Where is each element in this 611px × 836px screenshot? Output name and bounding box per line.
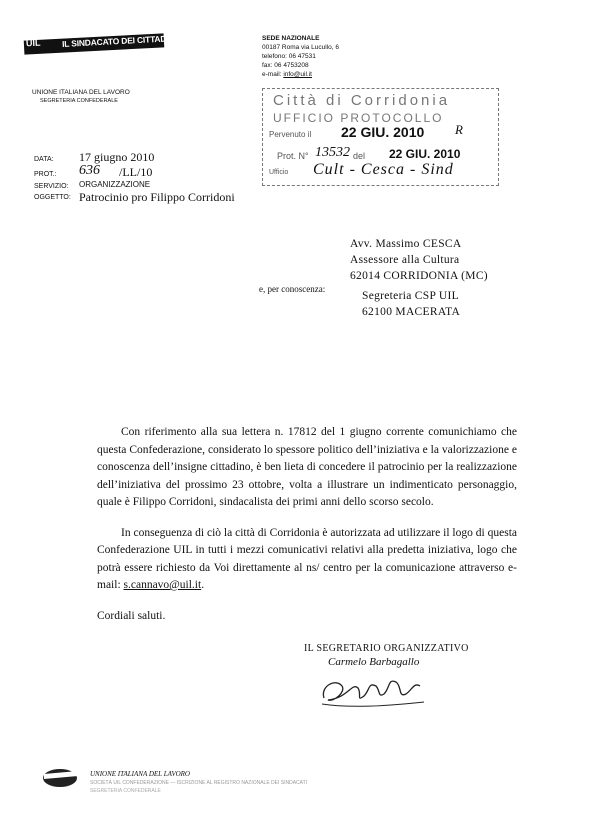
closing-greeting: Cordiali saluti. <box>97 609 166 622</box>
footer-org: UNIONE ITALIANA DEL LAVORO <box>90 770 190 778</box>
letter-body <box>97 424 517 638</box>
cc-city: 62100 MACERATA <box>362 306 461 318</box>
logo-tagline: IL SINDACATO DEI CITTADINI <box>61 33 177 49</box>
cc-block <box>362 288 460 320</box>
uil-logo <box>16 28 177 62</box>
protocol-stamp <box>262 88 499 186</box>
subject-value: Patrocinio pro Filippo Corridoni <box>79 190 235 204</box>
recipient-block <box>350 236 488 284</box>
hq-address: 00187 Roma via Lucullo, 6 <box>262 44 339 51</box>
org-department: SEGRETERIA CONFEDERALE <box>40 98 118 104</box>
stamp-city: Città di Corridonia <box>273 92 451 109</box>
hq-email-label: e-mail: <box>262 71 284 78</box>
signatory-name: Carmelo Barbagallo <box>328 656 420 668</box>
body-paragraph-2 <box>97 525 517 595</box>
body-paragraph-2-end: . <box>201 579 205 591</box>
hq-fax: fax: 06 4753208 <box>262 62 309 69</box>
stamp-prot-label: Prot. N° <box>277 151 309 161</box>
org-name: UNIONE ITALIANA DEL LAVORO <box>32 89 130 96</box>
prot-suffix: /LL/10 <box>119 165 153 179</box>
hq-title: SEDE NAZIONALE <box>262 35 320 42</box>
signatory-title: IL SEGRETARIO ORGANIZZATIVO <box>304 643 469 654</box>
subject-label: OGGETTO: <box>34 194 71 201</box>
handwritten-signature <box>318 668 428 710</box>
date-label: DATA: <box>34 156 54 163</box>
stamp-del-label: del <box>353 151 366 161</box>
date-value: 17 giugno 2010 <box>79 150 155 164</box>
body-paragraph-1: Con riferimento alla sua lettera n. 17812 del 1 giugno corrente comunichiamo che questa Confederazione, considerato lo spessore politico dell’iniziativa e la valorizzazione e conoscenza dell’insigne cittadino, è ben lieta di concedere il patrocinio per la realizzazione dell’iniziativa del prossimo 23 ottobre, volta a illustrare un indimenticato personaggio, quale è Filippo Corridoni, sindacalista dei primi anni dello scorso secolo. <box>97 426 517 508</box>
stamp-office: UFFICIO PROTOCOLLO <box>273 111 444 125</box>
stamp-prot-date: 22 GIU. 2010 <box>389 147 461 161</box>
hq-email-link[interactable]: info@uil.it <box>283 71 312 78</box>
stamp-handwritten-office: Cult - Cesca - Sind <box>313 161 454 178</box>
hq-email-row <box>262 70 339 79</box>
recipient-role: Assessore alla Cultura <box>350 254 460 266</box>
headquarters-block <box>262 34 339 79</box>
footer-logo <box>40 764 80 790</box>
footer-registration: SOCIETÀ UIL CONFEDERAZIONE — ISCRIZIONE AL REGISTRO NAZIONALE DEI SINDACATI <box>90 780 308 786</box>
stamp-ufficio-label: Ufficio <box>269 169 289 176</box>
stamp-prot-number: 13532 <box>315 145 350 160</box>
cc-label: e, per conoscenza: <box>259 284 326 294</box>
recipient-name: Avv. Massimo CESCA <box>350 238 462 250</box>
hq-phone: telefono: 06 47531 <box>262 53 316 60</box>
stamp-hand-mark: R <box>455 122 463 137</box>
logo-uil-text: UIL <box>25 37 41 49</box>
stamp-pervenuto-label: Pervenuto il <box>269 130 312 139</box>
service-label: SERVIZIO: <box>34 183 69 190</box>
recipient-city: 62014 CORRIDONIA (MC) <box>350 270 488 282</box>
contact-email-link[interactable]: s.cannavo@uil.it <box>123 579 202 591</box>
footer-department: SEGRETERIA CONFEDERALE <box>90 788 161 794</box>
prot-number: 636 <box>79 163 100 178</box>
stamp-received-date: 22 GIU. 2010 <box>341 124 425 140</box>
cc-name: Segreteria CSP UIL <box>362 290 459 302</box>
service-value: ORGANIZZAZIONE <box>79 180 151 189</box>
prot-label: PROT.: <box>34 171 57 178</box>
body-paragraph-2-text: In conseguenza di ciò la città di Corridonia è autorizzata ad utilizzare il logo di questa Confederazione UIL in tutti i mezzi comunicativi relativi alla predetta iniziativa, logo che potrà essere richiesto da Voi direttamente al ns/ centro per la comunicazione attraverso e-mail: <box>97 526 517 591</box>
